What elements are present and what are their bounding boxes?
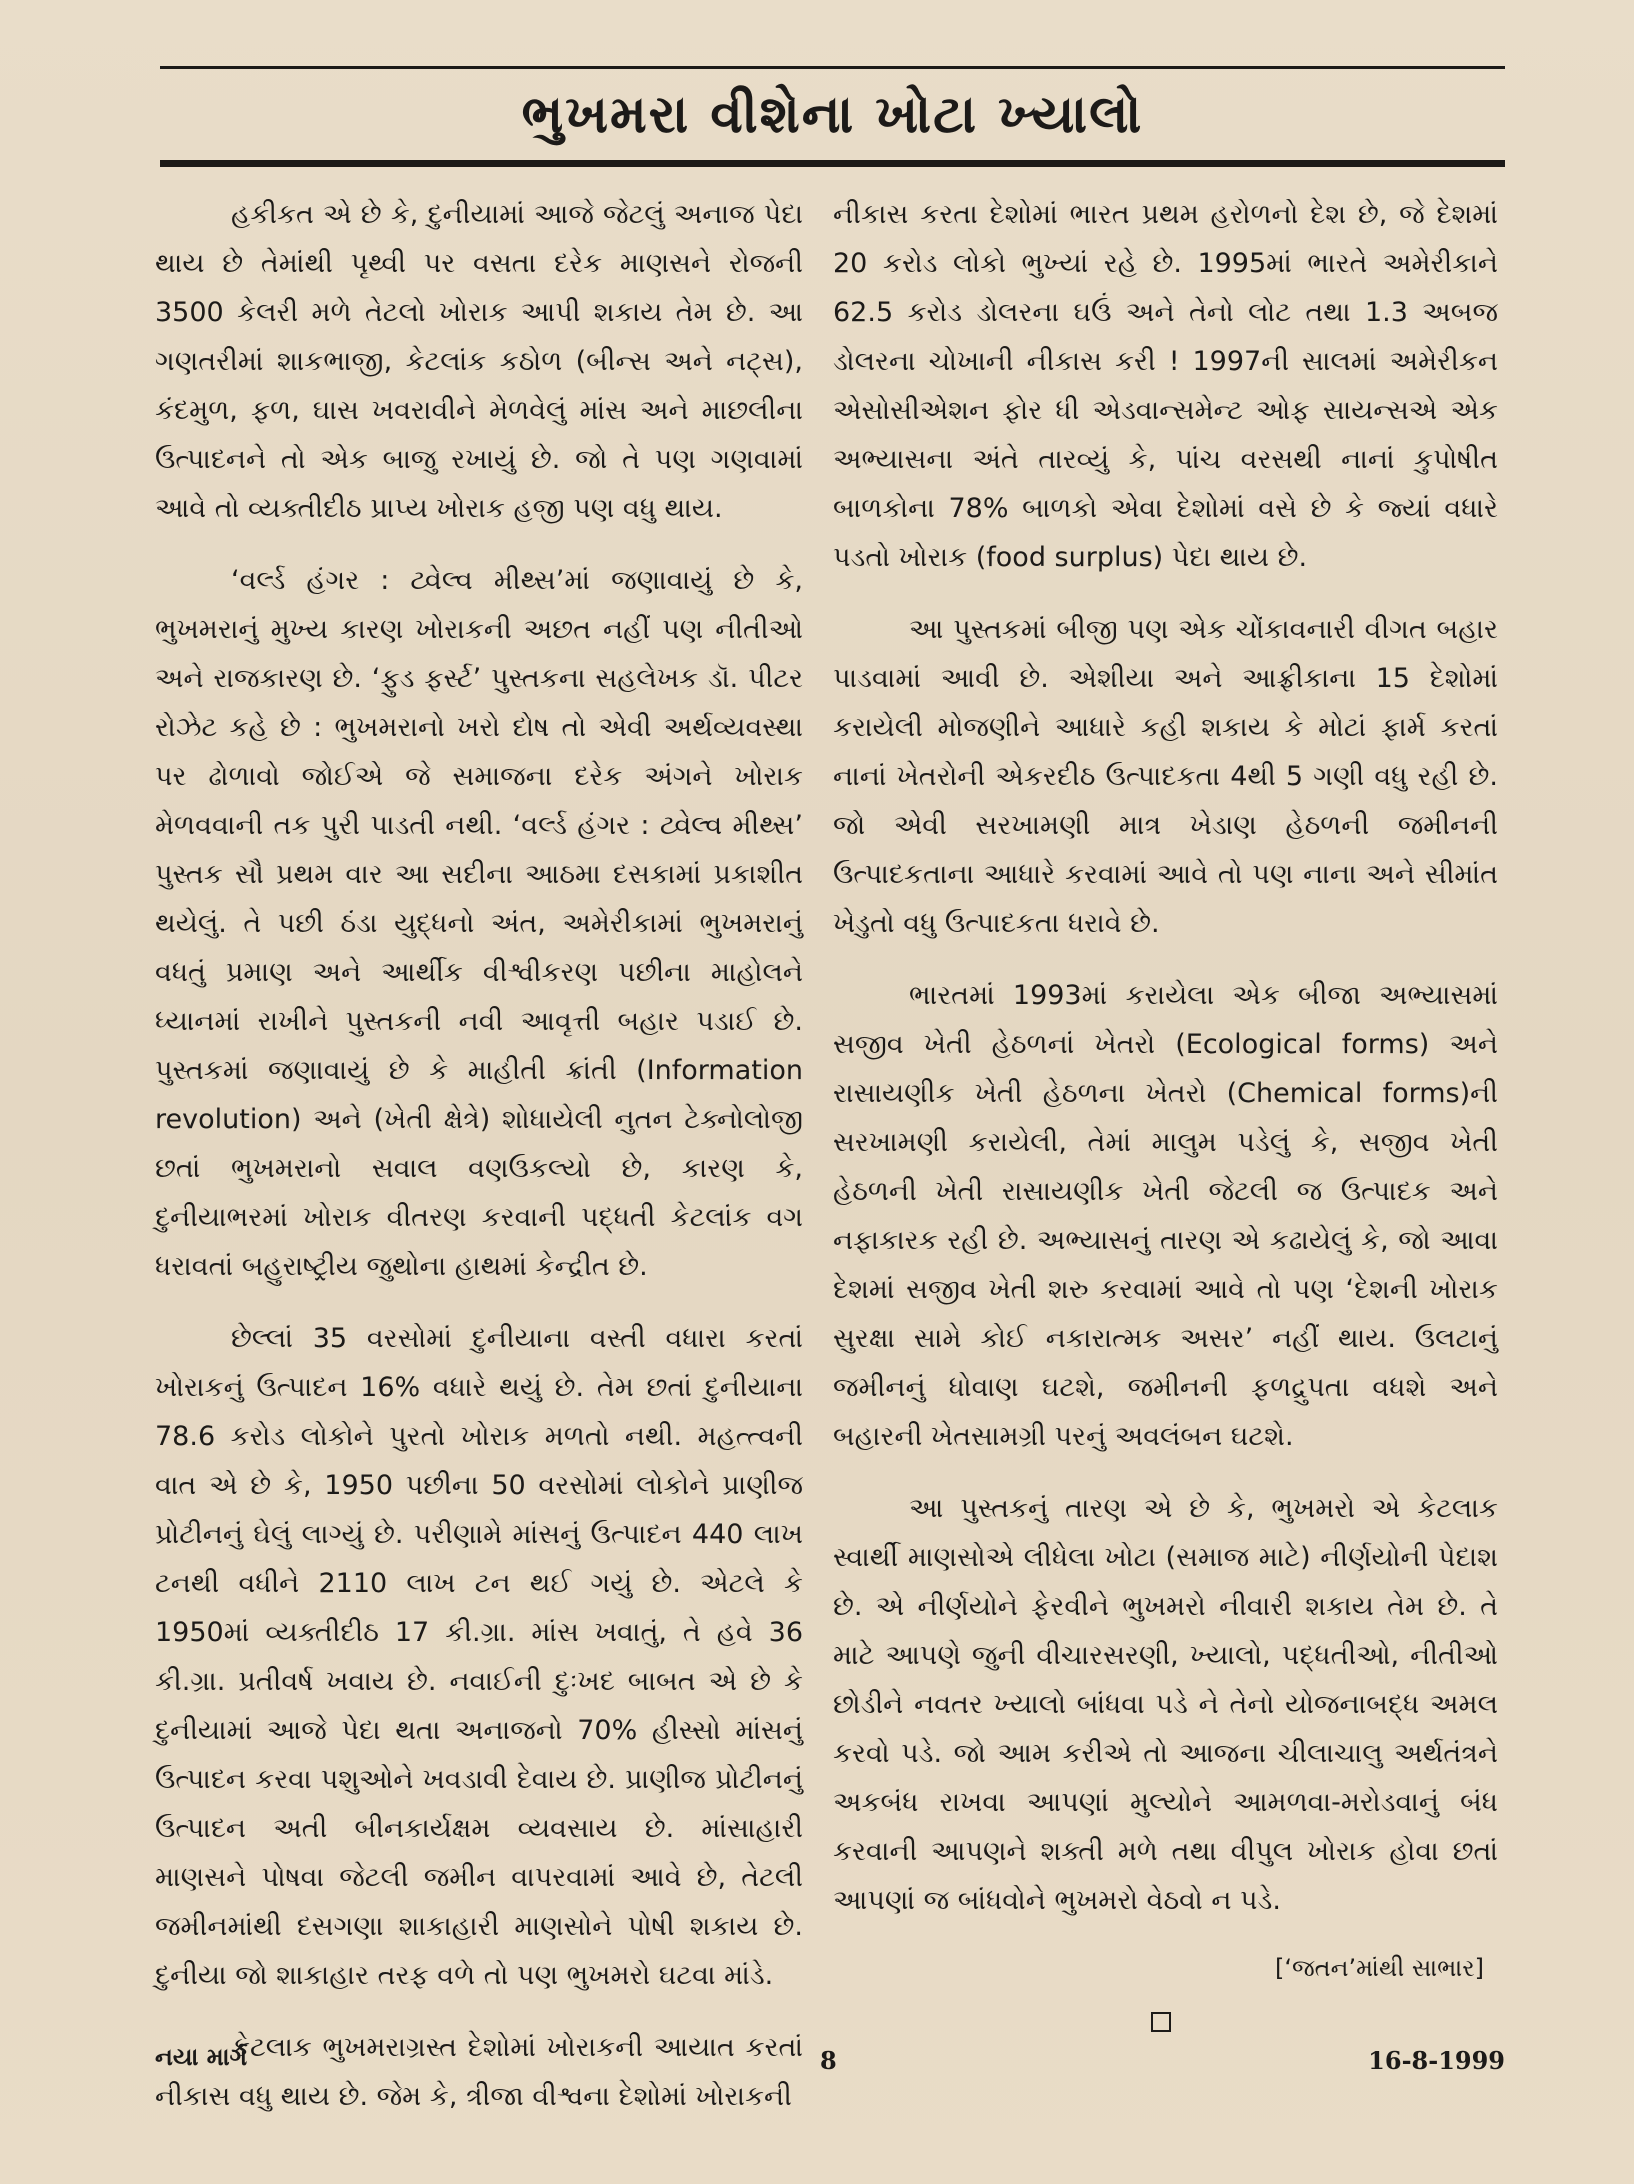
issue-date: 16-8-1999 xyxy=(1368,2046,1505,2075)
right-column xyxy=(833,190,1498,2032)
publication-name: નયા માર્ગ xyxy=(155,2042,248,2071)
paragraph: કેટલાક ભુખમરાગ્રસ્ત દેશોમાં ખોરાકની આયાત કરતાં નીકાસ વધુ થાય છે. જેમ કે, ત્રીજા વીશ્વના દેશોમાં ખોરાકની xyxy=(155,2032,803,2112)
paragraph-continued: નીકાસ કરતા દેશોમાં ભારત પ્રથમ હરોળનો દેશ છે, જે દેશમાં 20 કરોડ લોકો ભુખ્યાં રહે છે. 1995માં ભારતે અમેરીકાને 62.5 કરોડ ડોલરના ઘઉં અને તેનો લોટ તથા 1.3 અબજ ડોલરના ચોખાની નીકાસ કરી ! 1997ની સાલમાં અમેરીકન એસોસીએશન ફોર ધી એડવાન્સમેન્ટ ઓફ સાયન્સએ એક અભ્યાસના અંતે તારવ્યું કે, પાંચ વરસથી નાનાં કુપોષીત બાળકોના 78% બાળકો એવા દેશોમાં વસે છે કે જ્યાં વધારે પડતો ખોરાક (food surplus) પેદા થાય છે. xyxy=(833,199,1498,573)
title-top-rule xyxy=(160,66,1505,69)
paragraph: ભારતમાં 1993માં કરાયેલા એક બીજા અભ્યાસમાં સજીવ ખેતી હેઠળનાં ખેતરો (Ecological forms) અને રાસાયણીક ખેતી હેઠળના ખેતરો (Chemical forms)ની સરખામણી કરાયેલી, તેમાં માલુમ પડેલું કે, સજીવ ખેતી હેઠળની ખેતી રાસાયણીક ખેતી જેટલી જ ઉત્પાદક અને નફાકારક રહી છે. અભ્યાસનું તારણ એ કઢાયેલું કે, જો આવા દેશમાં સજીવ ખેતી શરુ કરવામાં આવે તો પણ ‘દેશની ખોરાક સુરક્ષા સામે કોઈ નકારાત્મક અસર’ નહીં થાય. ઉલટાનું જમીનનું ધોવાણ ઘટશે, જમીનની ફળદ્રુપતા વધશે અને બહારની ખેતસામગ્રી પરનું અવલંબન ઘટશે. xyxy=(833,980,1498,1452)
paragraph: આ પુસ્તકમાં બીજી પણ એક ચોંકાવનારી વીગત બહાર પાડવામાં આવી છે. એશીયા અને આફ્રીકાના 15 દેશોમાં કરાયેલી મોજણીને આધારે કહી શકાય કે મોટાં ફાર્મ કરતાં નાનાં ખેતરોની એકરદીઠ ઉત્પાદકતા 4થી 5 ગણી વધુ રહી છે. જો એવી સરખામણી માત્ર ખેડાણ હેઠળની જમીનની ઉત્પાદકતાના આધારે કરવામાં આવે તો પણ નાના અને સીમાંત ખેડુતો વધુ ઉત્પાદકતા ધરાવે છે. xyxy=(833,614,1498,939)
source-credit: [‘જતન’માંથી સાભાર] xyxy=(1274,1954,1484,1982)
left-column xyxy=(155,190,803,2144)
title-bottom-rule xyxy=(160,160,1505,167)
page-number: 8 xyxy=(820,2046,837,2075)
page-footer xyxy=(155,2042,1505,2082)
paragraph: ‘વર્લ્ડ હંગર : ટ્વેલ્વ મીથ્સ’માં જણાવાયું છે કે, ભુખમરાનું મુખ્ય કારણ ખોરાકની અછત નહીં પણ નીતીઓ અને રાજકારણ છે. ‘ફુડ ફર્સ્ટ’ પુસ્તકના સહલેખક ડૉ. પીટર રોઝેટ કહે છે : ભુખમરાનો ખરો દોષ તો એવી અર્થવ્યવસ્થા પર ઢોળાવો જોઈએ જે સમાજના દરેક અંગને ખોરાક મેળવવાની તક પુરી પાડતી નથી. ‘વર્લ્ડ હંગર : ટ્વેલ્વ મીથ્સ’ પુસ્તક સૌ પ્રથમ વાર આ સદીના આઠમા દસકામાં પ્રકાશીત થયેલું. તે પછી ઠંડા યુદ્ધનો અંત, અમેરીકામાં ભુખમરાનું વધતું પ્રમાણ અને આર્થીક વીશ્વીકરણ પછીના માહોલને ધ્યાનમાં રાખીને પુસ્તકની નવી આવૃત્તી બહાર પડાઈ છે. પુસ્તકમાં જણાવાયું છે કે માહીતી ક્રાંતી (Information revolution) અને (ખેતી ક્ષેત્રે) શોધાયેલી નુતન ટેક્નોલોજી છતાં ભુખમરાનો સવાલ વણઉકલ્યો છે, કારણ કે, દુનીયાભરમાં ખોરાક વીતરણ કરવાની પદ્ધતી કેટલાંક વગ ધરાવતાં બહુરાષ્ટ્રીય જુથોના હાથમાં કેન્દ્રીત છે. xyxy=(155,565,803,1282)
paragraph: હકીકત એ છે કે, દુનીયામાં આજે જેટલું અનાજ પેદા થાય છે તેમાંથી પૃથ્વી પર વસતા દરેક માણસને રોજની 3500 કેલરી મળે તેટલો ખોરાક આપી શકાય તેમ છે. આ ગણતરીમાં શાકભાજી, કેટલાંક કઠોળ (બીન્સ અને નટ્સ), કંદમુળ, ફળ, ઘાસ ખવરાવીને મેળવેલું માંસ અને માછલીના ઉત્પાદનને તો એક બાજુ રખાયું છે. જો તે પણ ગણવામાં આવે તો વ્યક્તીદીઠ પ્રાપ્ય ખોરાક હજી પણ વધુ થાય. xyxy=(155,199,803,524)
paragraph: છેલ્લાં 35 વરસોમાં દુનીયાના વસ્તી વધારા કરતાં ખોરાકનું ઉત્પાદન 16% વધારે થયું છે. તેમ છતાં દુનીયાના 78.6 કરોડ લોકોને પુરતો ખોરાક મળતો નથી. મહત્ત્વની વાત એ છે કે, 1950 પછીના 50 વરસોમાં લોકોને પ્રાણીજ પ્રોટીનનું ઘેલું લાગ્યું છે. પરીણામે માંસનું ઉત્પાદન 440 લાખ ટનથી વધીને 2110 લાખ ટન થઈ ગયું છે. એટલે કે 1950માં વ્યક્તીદીઠ 17 કી.ગ્રા. માંસ ખવાતું, તે હવે 36 કી.ગ્રા. પ્રતીવર્ષ ખવાય છે. નવાઈની દુઃખદ બાબત એ છે કે દુનીયામાં આજે પેદા થતા અનાજનો 70% હીસ્સો માંસનું ઉત્પાદન કરવા પશુઓને ખવડાવી દેવાય છે. પ્રાણીજ પ્રોટીનનું ઉત્પાદન અતી બીનકાર્યક્ષમ વ્યવસાય છે. માંસાહારી માણસને પોષવા જેટલી જમીન વાપરવામાં આવે છે, તેટલી જમીનમાંથી દસગણા શાકાહારી માણસોને પોષી શકાય છે. દુનીયા જો શાકાહાર તરફ વળે તો પણ ભુખમરો ઘટવા માંડે. xyxy=(155,1323,803,1991)
article-title: ભુખમરા વીશેના ખોટા ખ્યાલો xyxy=(521,85,1144,145)
end-of-article-mark xyxy=(1151,2012,1171,2032)
paragraph: આ પુસ્તકનું તારણ એ છે કે, ભુખમરો એ કેટલાક સ્વાર્થી માણસોએ લીધેલા ખોટા (સમાજ માટે) નીર્ણયોની પેદાશ છે. એ નીર્ણયોને ફેરવીને ભુખમરો નીવારી શકાય તેમ છે. તે માટે આપણે જુની વીચારસરણી, ખ્યાલો, પદ્ધતીઓ, નીતીઓ છોડીને નવતર ખ્યાલો બાંધવા પડે ને તેનો યોજનાબદ્ધ અમલ કરવો પડે. જો આમ કરીએ તો આજના ચીલાચાલુ અર્થતંત્રને અકબંધ રાખવા આપણાં મુલ્યોને આમળવા-મરોડવાનું બંધ કરવાની આપણને શક્તી મળે તથા વીપુલ ખોરાક હોવા છતાં આપણાં જ બાંધવોને ભુખમરો વેઠવો ન પડે. xyxy=(833,1493,1498,1916)
